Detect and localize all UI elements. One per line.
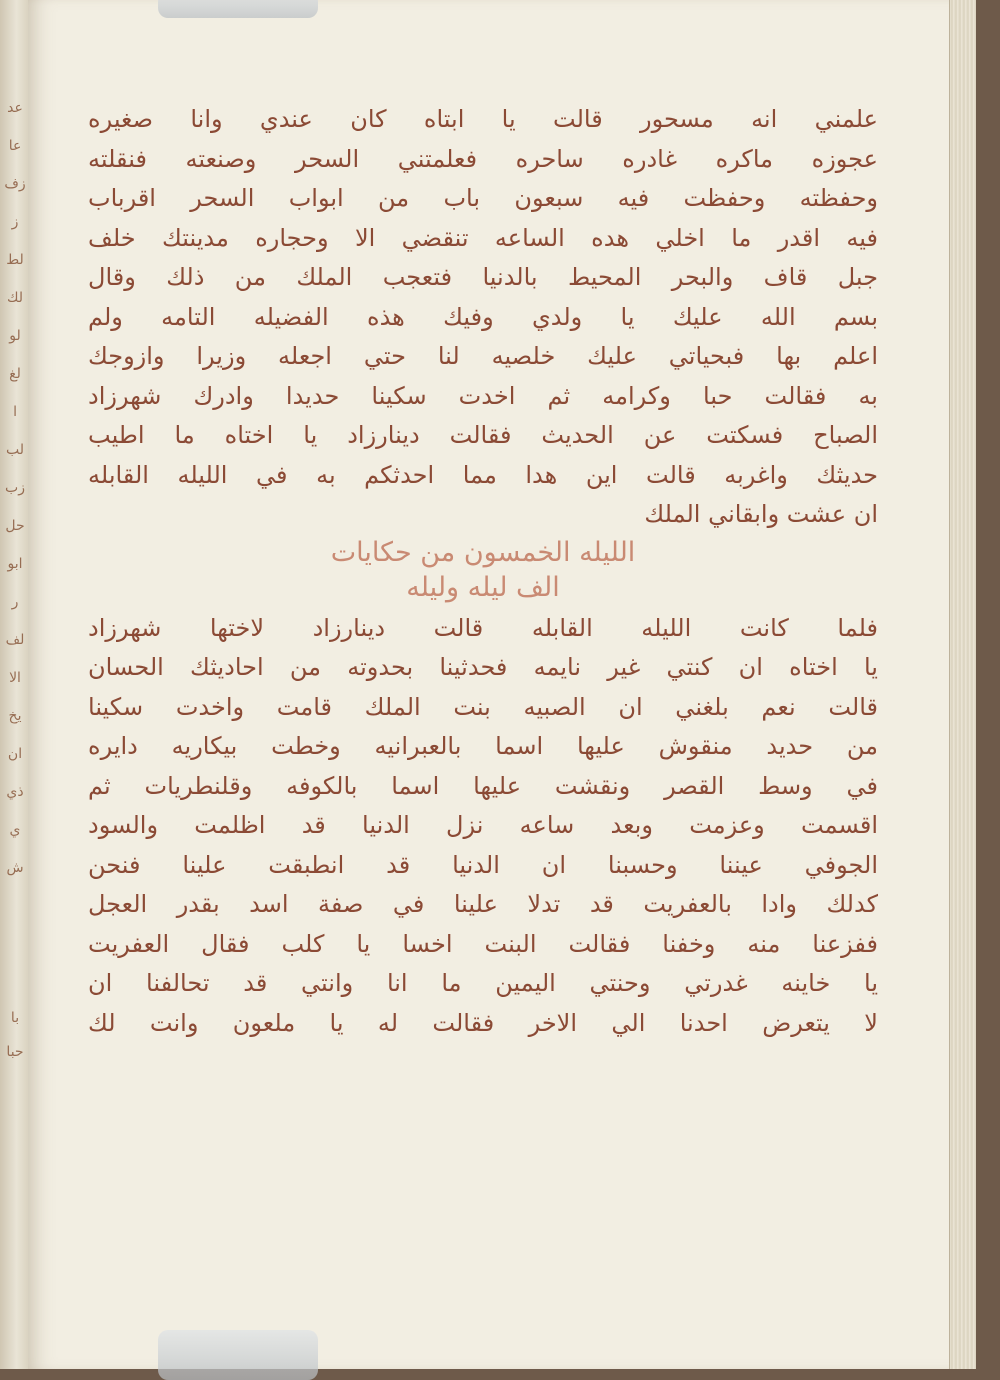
night-heading: الليله الخمسون من حكايات bbox=[330, 536, 636, 568]
margin-note: ي bbox=[9, 822, 21, 838]
text-line: حديثك واغربه قالت اين هدا مما احدثكم به في الليله القابله bbox=[88, 460, 878, 489]
text-line: اعلم بها فبحياتي عليك خلصيه لنا حتي اجعله وزيرا وازوجك bbox=[88, 342, 878, 370]
margin-note: زب bbox=[5, 480, 25, 496]
text-line: اقسمت وعزمت وبعد ساعه نزل الدنيا قد اظلمت والسود bbox=[88, 811, 878, 839]
margin-note: لغ bbox=[9, 366, 21, 382]
text-line: جبل قاف والبحر المحيط بالدنيا فتعجب الملك من ذلك وقال bbox=[88, 263, 878, 291]
margin-note: الا bbox=[9, 670, 21, 686]
margin-note: لط bbox=[6, 252, 24, 268]
margin-note: حل bbox=[5, 518, 25, 534]
text-line: فيه اقدر ما اخلي هده الساعه تنقضي الا وحجاره مدينتك خلف bbox=[88, 223, 878, 252]
margin-note: ابو bbox=[7, 556, 23, 572]
margin-note: ا bbox=[13, 404, 17, 420]
text-line: لا يتعرض احدنا الي الاخر فقالت له يا ملعون وانت لك bbox=[88, 1008, 878, 1037]
margin-note: لف bbox=[5, 632, 25, 648]
margin-note: با bbox=[10, 1010, 20, 1026]
text-line: علمني انه مسحور قالت يا ابتاه كان عندي وانا صغيره bbox=[88, 105, 878, 133]
margin-note: يخ bbox=[8, 708, 22, 724]
margin-note: لو bbox=[9, 328, 21, 344]
manuscript-page bbox=[28, 0, 976, 1369]
left-margin-notes-bottom bbox=[2, 1010, 28, 1070]
manuscript-text bbox=[88, 100, 878, 1043]
text-line: ففزعنا منه وخفنا فقالت البنت اخسا يا كلب فقال العفريت bbox=[88, 929, 878, 958]
night-subheading: الف ليله وليله bbox=[406, 571, 560, 603]
margin-note: حبا bbox=[6, 1044, 24, 1060]
text-line: قالت نعم بلغني ان الصبيه بنت الملك قامت واخدت سكينا bbox=[88, 692, 878, 721]
text-line: بسم الله عليك يا ولدي وفيك هذه الفضيله التامه ولم bbox=[88, 302, 878, 331]
margin-note: عا bbox=[8, 138, 22, 154]
text-line: عجوزه ماكره غادره ساحره فعلمتني السحر وصنعته فنقلته bbox=[88, 144, 878, 173]
margin-note: ان bbox=[7, 746, 23, 762]
text-line: الصباح فسكتت عن الحديث فقالت دينارزاد يا اختاه ما اطيب bbox=[88, 421, 878, 449]
text-line: في وسط القصر ونقشت عليها اسما بالكوفه وقلنطريات ثم bbox=[88, 771, 878, 800]
margin-note: عد bbox=[7, 100, 23, 116]
text-line: وحفظته وحفظت فيه سبعون باب من ابواب السحر اقرباب bbox=[88, 184, 878, 212]
page-stack-edge bbox=[949, 0, 976, 1369]
text-line: كدلك وادا بالعفريت قد تدلا علينا في صفة اسد بقدر العجل bbox=[88, 890, 878, 918]
text-line: الجوفي عيننا وحسبنا ان الدنيا قد انطبقت علينا فنحن bbox=[88, 850, 878, 879]
margin-note: ر bbox=[11, 594, 19, 610]
margin-note: لك bbox=[6, 290, 24, 306]
margin-note: لب bbox=[6, 442, 25, 458]
text-line: يا اختاه ان كنتي غير نايمه فحدثينا بحدوته من احاديثك الحسان bbox=[88, 653, 878, 681]
text-line: يا خاينه غدرتي وحنتي اليمين ما انا وانتي قد تحالفنا ان bbox=[88, 969, 878, 997]
margin-note: ذي bbox=[6, 784, 24, 800]
left-margin-notes bbox=[2, 100, 28, 876]
text-line: به فقالت حبا وكرامه ثم اخدت سكينا حديدا وادرك شهرزاد bbox=[88, 381, 878, 410]
text-line: ان عشت وابقاني الملك bbox=[644, 500, 878, 528]
page-clip-top bbox=[158, 0, 318, 18]
text-line: من حديد منقوش عليها اسما بالعبرانيه وخطت بيكاريه دايره bbox=[88, 732, 878, 760]
text-line: فلما كانت الليله القابله قالت دينارزاد لاختها شهرزاد bbox=[88, 613, 878, 642]
page-clip-bottom bbox=[158, 1330, 318, 1380]
margin-note: زف bbox=[4, 176, 26, 192]
margin-note: ز bbox=[11, 214, 19, 230]
margin-note: ش bbox=[6, 860, 24, 876]
